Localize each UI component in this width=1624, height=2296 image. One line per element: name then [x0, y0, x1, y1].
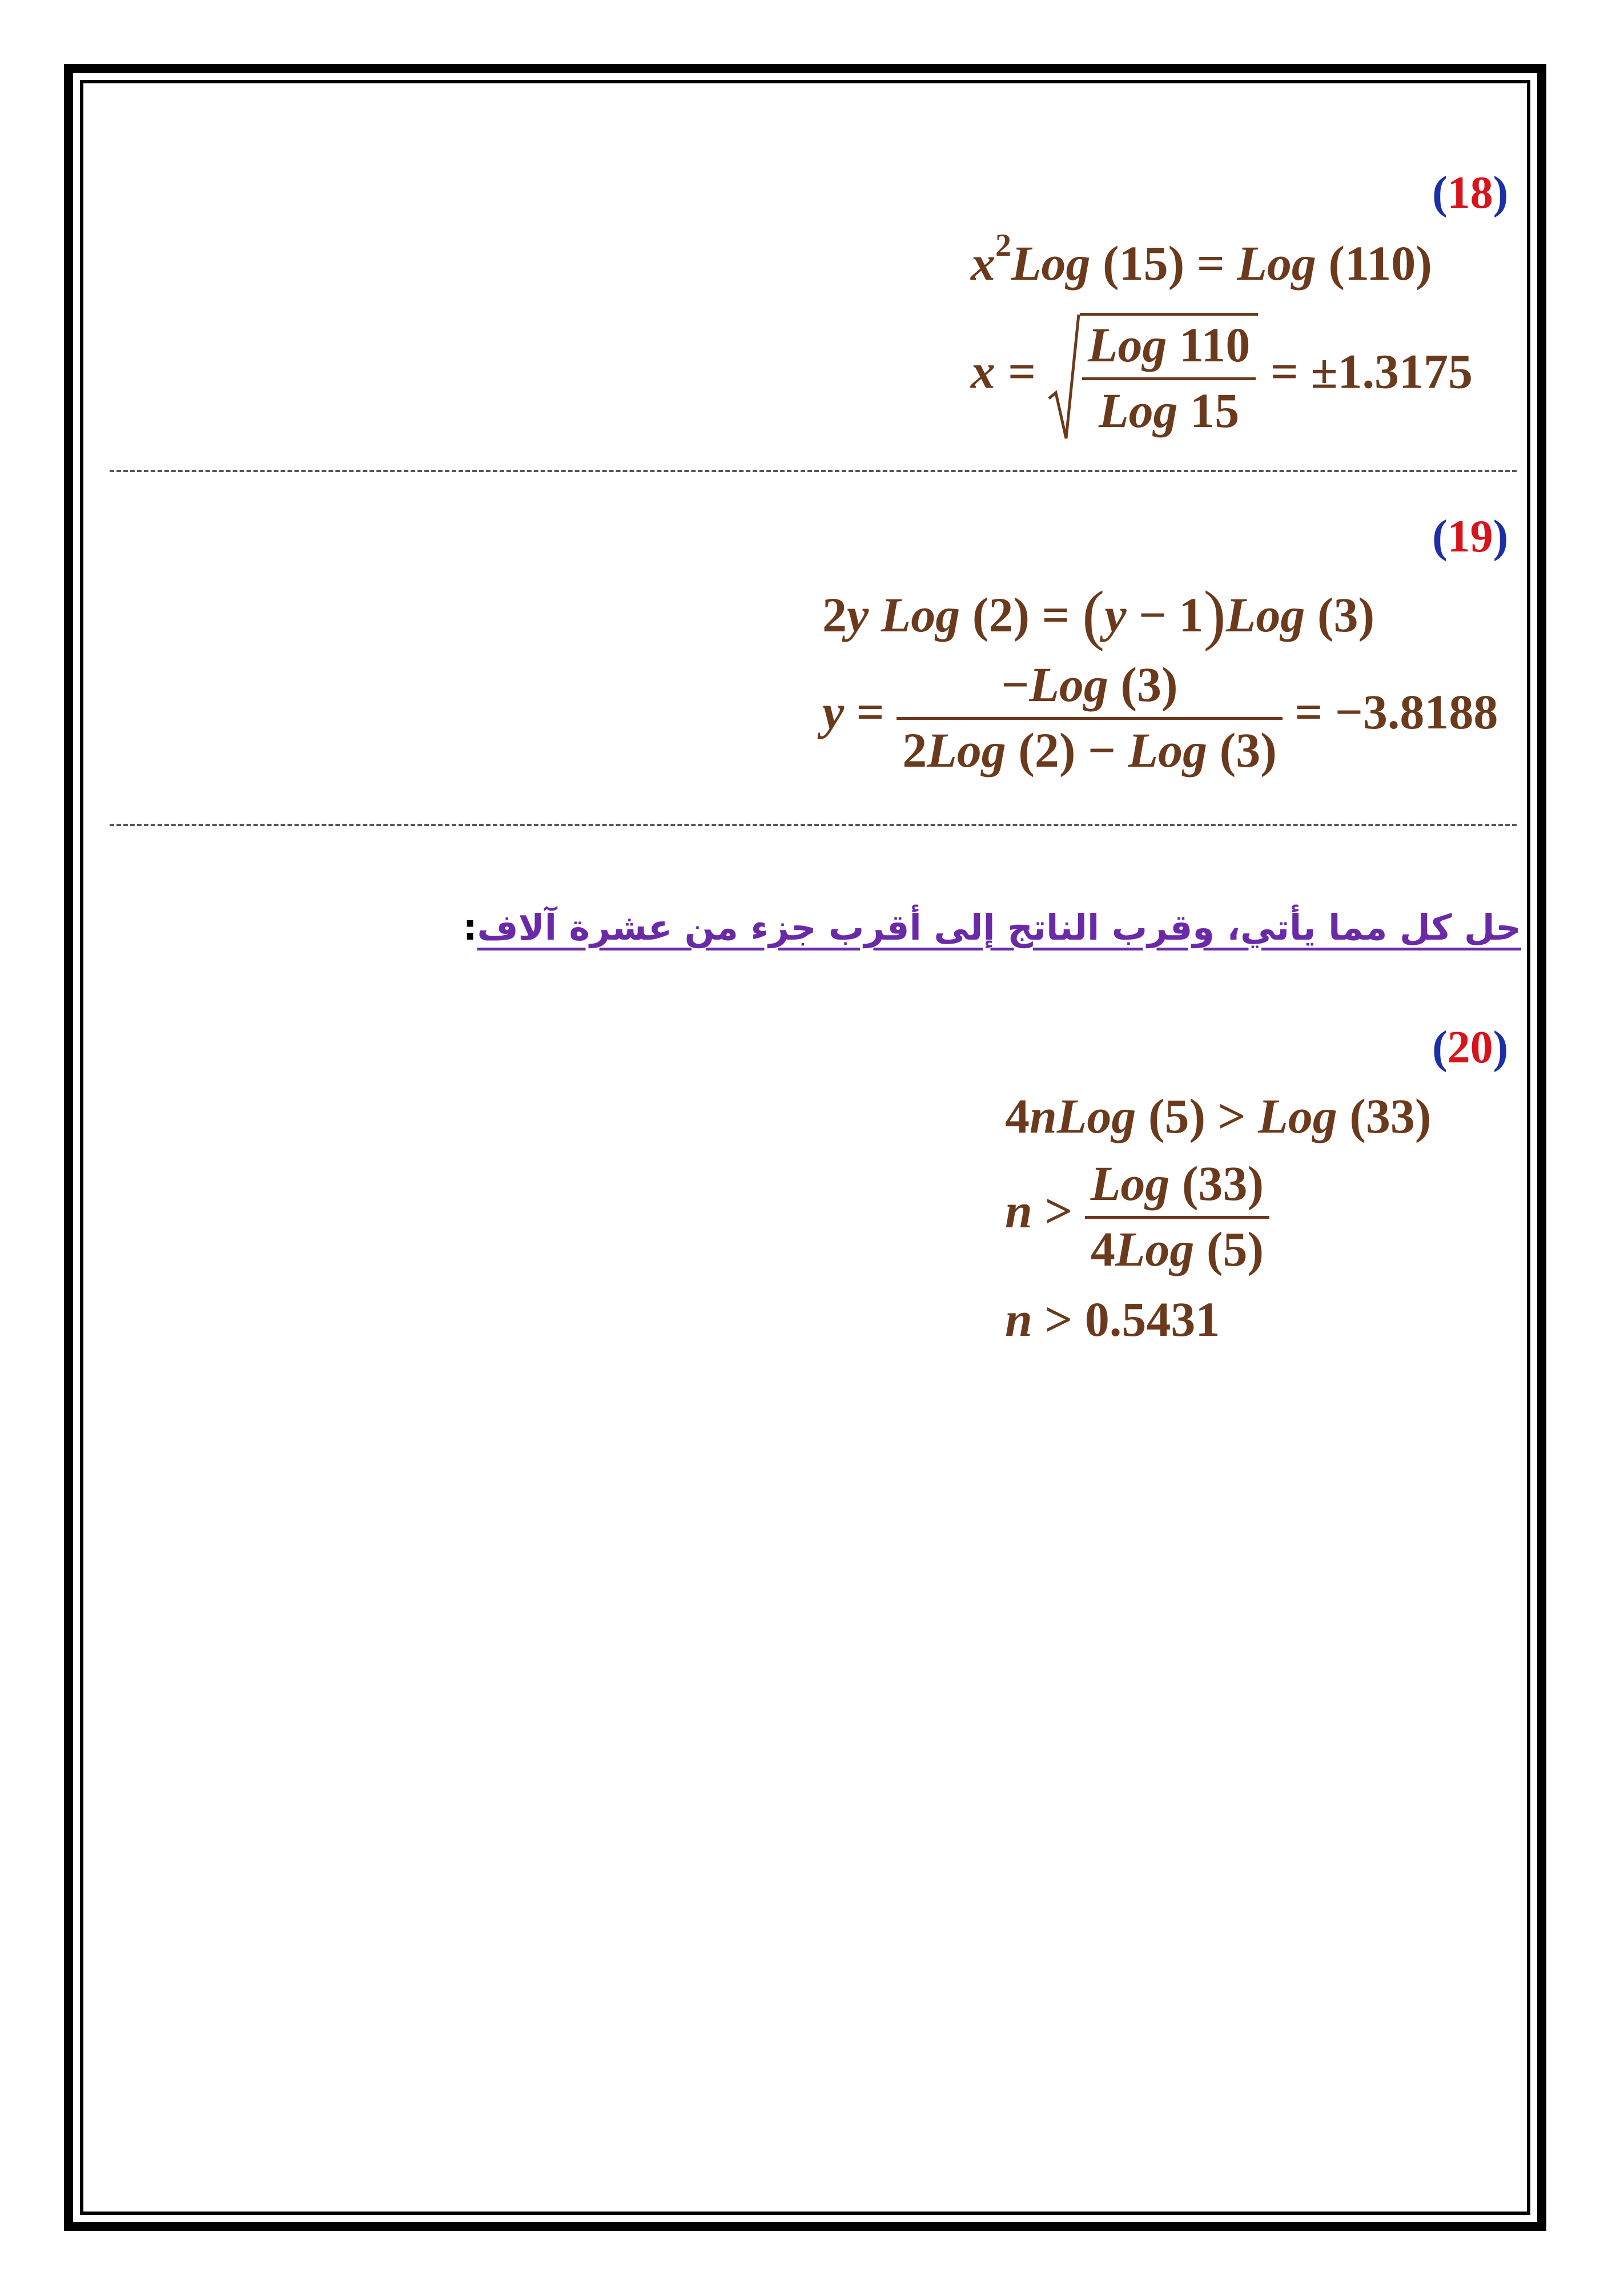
equation-20-2: n > $\frac{\text{Log (33)}}{\text{4Log (5)}}$	[1005, 1159, 1269, 1274]
equation-18-2: x = $\frac{\text{Log 110}}{\text{Log 15}}$ = ±1.3175	[971, 313, 1473, 441]
square-root	[1048, 313, 1258, 441]
equation-19-2: y = $\frac{\text{−Log (3)}}{\text{2Log (2) − Log (3)}}$ = −3.8188	[822, 657, 1498, 778]
fraction-19: $\frac{\text{−Log (3)}}{\text{2Log (2) − Log (3)}}$	[897, 660, 1283, 775]
fraction-20: $\frac{\text{Log (33)}}{\text{4Log (5)}}$	[1085, 1159, 1269, 1274]
problem-number-18: (18)	[1432, 168, 1509, 218]
instruction-text: حل كل مما يأتي، وقرب الناتج إلى أقرب جزء من عشرة آلاف:	[463, 907, 1521, 948]
separator-2	[110, 824, 1517, 826]
separator-1	[110, 470, 1517, 472]
equation-20-3: n > 0.5431	[1005, 1292, 1220, 1347]
equation-19-1: 2y Log (2) = (y − 1)Log (3)	[822, 577, 1375, 652]
equation-20-1: 4nLog (5) > Log (33)	[1005, 1089, 1432, 1143]
equation-18-1: $x^2Log$ (15) = Log (110)	[971, 228, 1432, 291]
fraction-18: $\frac{\text{Log 110}}{\text{Log 15}}$	[1082, 320, 1256, 435]
problem-number-20: (20)	[1432, 1022, 1509, 1073]
problem-number-19: (19)	[1432, 511, 1509, 562]
